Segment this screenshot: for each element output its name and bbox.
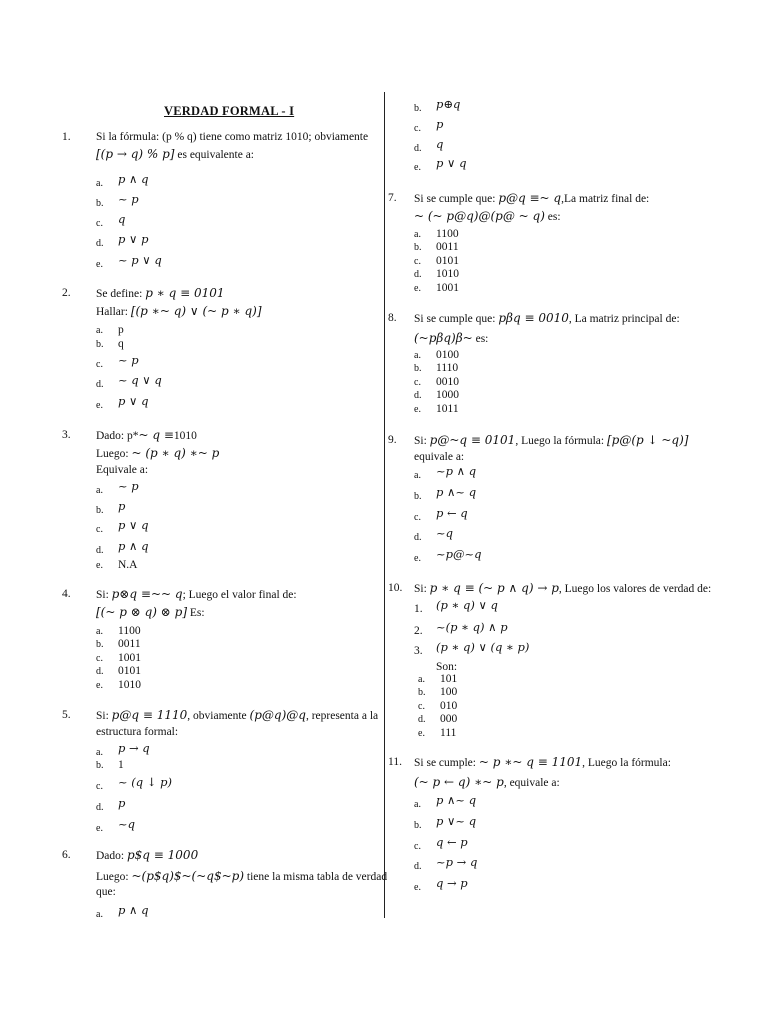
column-divider [384, 92, 385, 918]
formula: p ∗ q ≡ 0101 [145, 286, 225, 300]
formula: [(p ∗~ q) ∨ (~ p ∗ q)] [130, 304, 262, 318]
question-number: 1. [62, 131, 71, 143]
worksheet-page: VERDAD FORMAL - I 1. Si la fórmula: (p % q) tiene como matriz 1010; obviamente [(p → q) % p] es equivalente a: a. p ∧ q b. ~ p c. q d. p ∨ p e. ~ p ∨ q 2. Se define: p ∗ q ≡ 0101 Hallar: [(p ∗~ q) ∨ (~ p ∗ q)] a. p b. q c. ~ p d. ~ q ∨ q e. p ∨ q 3. Dado: p*~ q ≡1010 Luego: ~ (p ∗ q) ∗~ p Equivale a: a. ~ p b. p c. p ∨ q d. p ∧ q e. N.A 4. Si: p⊗q ≡~~ q; Luego el valor final de: [(~ p ⊗ q) ⊗ p] Es: a. 1100 b. 0011 c. 1001 d. 0101 e. 1010 5. Si: p@q ≡ 1110, obviamente (p@q)@q, representa a la estructura formal: a. p → q b. 1 c. ~ (q ↓ p) d. p e. ~q 6. Dado: p$q ≡ 1000 Luego: ~(p$q)$~(~q$~p) tiene la misma tabla de verdad que: a. p ∧ q b. p⊕q c. p d. q e. p ∨ q 7. Si se cumple que: p@q ≡~ q,La matriz final de: ~ (~ p@q)@(p@ ~ q) es: a. 1100 b. 0011 c. 0101 d. 1010 e. 1001 8. Si se cumple que: pβq ≡ 0010, La matriz principal de: (~pβq)β~ es: a. 0100 b. 1110 c. 0010 d. 1000 e. 1011 9. Si: p@~q ≡ 0101, Luego la fórmula: [p@(p ↓ ~q)] equivale a: a. ~p ∧ q b. p ∧~ q c. p ← q d. ~q e. ~p@~q 10. Si: p ∗ q ≡ (~ p ∧ q) → p, Luego los valores de verdad de: 1. (p ∗ q) ∨ q 2. ~(p ∗ q) ∧ p 3. (p ∗ q) ∨ (q ∗ p) Son: a. 101 b. 100 c. 010 d. 000 e. 111 11. Si se cumple: ~ p ∗~ q ≡ 1101, Luego la fórmula: (~ p ← q) ∗~ p, equivale a: a. p ∧~ q b. p ∨~ q c. q ← p d. ~p → q e. q → p [0, 0, 768, 1024]
page-title: VERDAD FORMAL - I [164, 104, 295, 118]
formula: [(p → q) % p] [96, 147, 175, 161]
son-label: Son: [436, 661, 458, 673]
question-text: Si la fórmula: (p % q) tiene como matriz 1010; obviamente [96, 131, 369, 143]
